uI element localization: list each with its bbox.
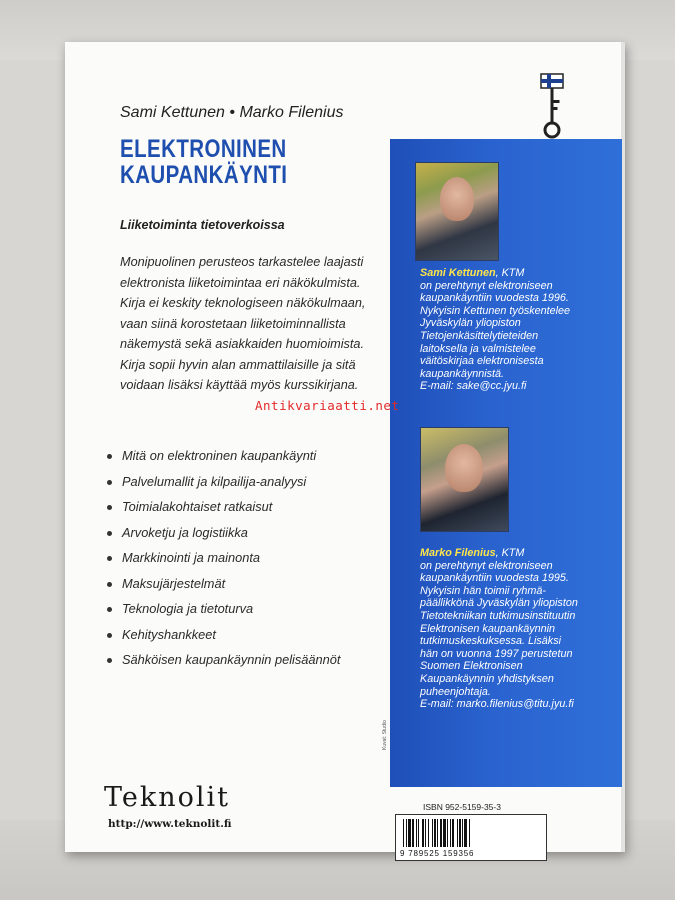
description-line: Kirja ei keskity teknologiseen näkökulmaan, [120, 296, 366, 310]
description-line: Monipuolinen perusteos tarkastelee laajasti [120, 255, 364, 269]
topic-label: Arvoketju ja logistiikka [122, 524, 248, 540]
bio-line: , KTM [495, 547, 525, 559]
barcode-bar [470, 819, 471, 847]
topic-item [107, 576, 340, 602]
watermark: Antikvariaatti.net [255, 398, 400, 413]
description-line: voidaan lisäksi käyttää myös kurssikirjana. [120, 378, 359, 392]
bullet-icon [107, 607, 112, 612]
book-back-cover [65, 42, 625, 858]
topic-item [107, 550, 340, 576]
barcode-bars [402, 819, 540, 847]
description-line: näkemystä sekä asiakkaiden huomioimista. [120, 337, 364, 351]
bullet-icon [107, 556, 112, 561]
bio-line: puheenjohtaja. [420, 685, 491, 698]
bullet-icon [107, 505, 112, 510]
bullet-icon [107, 582, 112, 587]
bio-line: Jyväskylän yliopiston [420, 317, 521, 330]
description-line: Kirja sopii hyvin alan ammattilaisille ja sitä [120, 357, 356, 372]
topic-item [107, 627, 340, 653]
bio-line: kaupankäyntiin vuodesta 1995. [420, 572, 569, 585]
barcode [395, 814, 547, 861]
topic-label: Kehityshankkeet [122, 626, 216, 642]
author-name: Sami Kettunen [420, 267, 496, 279]
publisher-url: http://www.teknolit.fi [108, 818, 232, 830]
topic-label: Markkinointi ja mainonta [122, 550, 260, 565]
isbn: ISBN 952-5159-35-3 [423, 802, 501, 812]
bio-line: väitöskirjaa elektronisesta [420, 355, 544, 368]
bio-line: Nykyisin hän toimii ryhmä- [420, 584, 546, 597]
topic-label: Maksujärjestelmät [122, 575, 226, 591]
bio-line: , KTM [495, 267, 525, 279]
author-photo-filenius [420, 427, 509, 532]
topic-label: Mitä on elektroninen kaupankäynti [122, 448, 317, 463]
topic-item [107, 525, 340, 551]
bio-line: kaupankäynnistä. [420, 367, 505, 380]
topic-label: Palvelumallit ja kilpailija-analyysi [122, 473, 307, 489]
topic-item [107, 652, 340, 678]
bio-line: hän on vuonna 1997 perustetun [420, 647, 573, 660]
bio-line: on perehtynyt elektroniseen [420, 279, 553, 292]
face-shape [445, 444, 483, 492]
author-photo-kettunen [415, 162, 499, 261]
bio-line: laitoksella ja valmistelee [420, 342, 536, 355]
bullet-icon [107, 531, 112, 536]
topic-list [107, 448, 340, 678]
bio-line: on perehtynyt elektroniseen [420, 559, 553, 572]
bio-line: kaupankäyntiin vuodesta 1996. [420, 292, 569, 305]
topic-item [107, 474, 340, 500]
description-line: vaan siinä korostetaan liiketoiminnallista [120, 316, 346, 331]
bullet-icon [107, 633, 112, 638]
bio-line: Tietojenkäsittelytieteiden [420, 329, 539, 342]
bullet-icon [107, 658, 112, 663]
bio-line: Elektronisen kaupankäynnin [420, 622, 556, 635]
title-line-1: ELEKTRONINEN [120, 135, 287, 163]
bio-line: tutkimuskeskuksessa. Lisäksi [420, 635, 562, 648]
bio-line: Tietotekniikan tutkimusinstituutin [420, 609, 576, 622]
authors: Sami Kettunen • Marko Filenius [120, 104, 344, 121]
bio-line: Nykyisin Kettunen työskentelee [420, 304, 571, 317]
topic-item [107, 601, 340, 627]
author-bio-filenius [420, 547, 620, 711]
topic-label: Sähköisen kaupankäynnin pelisäännöt [122, 652, 341, 667]
photo-credit: Kuvat: Studio [382, 720, 388, 750]
book-title [120, 136, 287, 188]
key-logo-icon [537, 72, 567, 142]
author-bio-kettunen [420, 267, 620, 393]
description [120, 252, 395, 396]
bullet-icon [107, 480, 112, 485]
title-line-2: KAUPANKÄYNTI [120, 161, 288, 189]
topic-item [107, 448, 340, 474]
publisher-logo: Teknolit [104, 782, 231, 813]
face-shape [440, 177, 474, 221]
bio-line: päällikkönä Jyväskylän yliopiston [420, 597, 578, 610]
topic-item [107, 499, 340, 525]
book-subtitle: Liiketoiminta tietoverkoissa [120, 218, 285, 232]
bio-line: Suomen Elektronisen [420, 660, 523, 673]
bio-email: E-mail: sake@cc.jyu.fi [420, 380, 527, 393]
barcode-number: 9 789525 159356 [400, 849, 475, 858]
topic-label: Toimialakohtaiset ratkaisut [122, 499, 273, 514]
bullet-icon [107, 454, 112, 459]
author-name: Marko Filenius [420, 547, 496, 559]
description-line: elektronista liiketoimintaa eri näkökulmista. [120, 275, 361, 290]
topic-label: Teknologia ja tietoturva [122, 601, 254, 616]
bio-email: E-mail: marko.filenius@titu.jyu.fi [420, 698, 574, 711]
bio-line: Kaupankäynnin yhdistyksen [420, 672, 554, 685]
